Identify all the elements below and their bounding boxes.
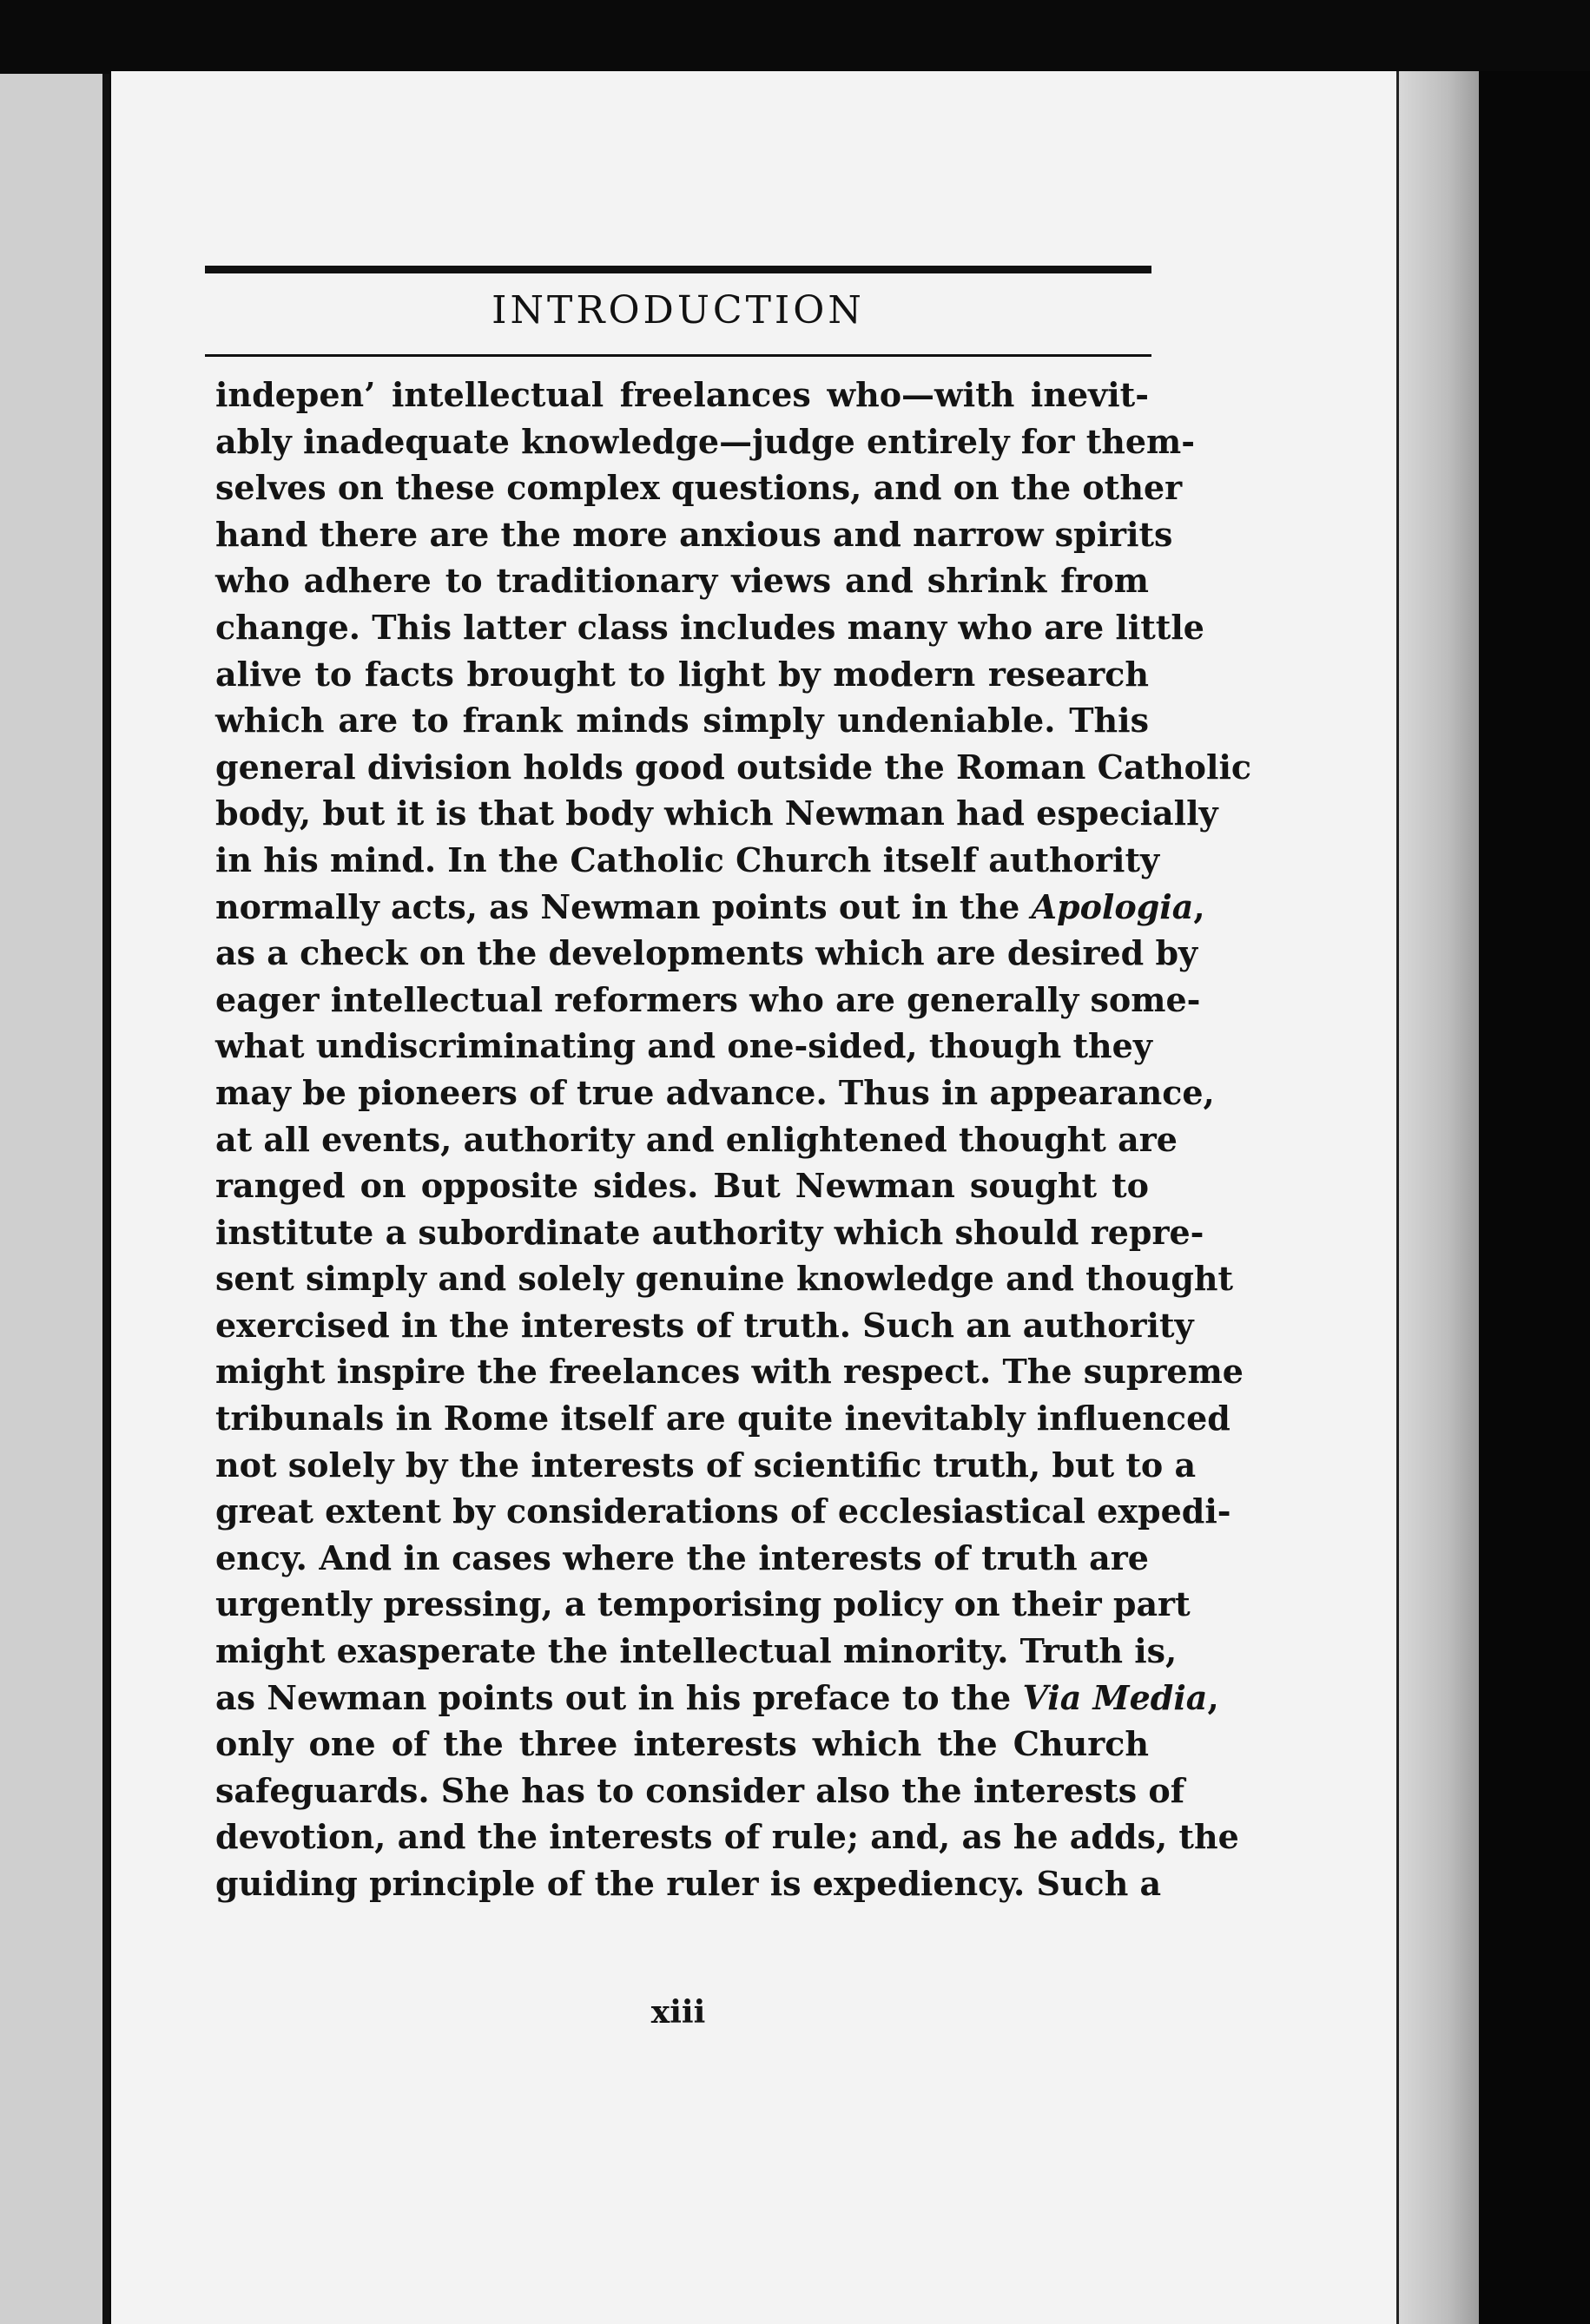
text-line: selves on these complex questions, and on the other bbox=[215, 468, 1183, 508]
text-line: hand there are the more anxious and narrow spirits bbox=[215, 514, 1173, 554]
text-line: ably inadequate knowledge—judge entirely for them- bbox=[215, 421, 1196, 461]
text-line: ranged on opposite sides. But Newman sought to bbox=[215, 1166, 1149, 1206]
text-line: guiding principle of the ruler is expediency. Such a bbox=[215, 1864, 1162, 1903]
text-line: which are to frank minds simply undeniable. This bbox=[215, 701, 1149, 741]
text-line: might inspire the freelances with respect. The supreme bbox=[215, 1352, 1244, 1392]
text-line: as Newman points out in his preface to the Via Media, bbox=[215, 1677, 1219, 1717]
book-page bbox=[111, 71, 1396, 2324]
text-line: what undiscriminating and one-sided, though they bbox=[215, 1026, 1152, 1066]
text-line: at all events, authority and enlightened thought are bbox=[215, 1119, 1178, 1159]
text-line: sent simply and solely genuine knowledge and thought bbox=[215, 1259, 1234, 1299]
text-line: as a check on the developments which are desired by bbox=[215, 933, 1198, 973]
text-line: general division holds good outside the Roman Catholic bbox=[215, 747, 1252, 787]
text-line: who adhere to traditionary views and shrink from bbox=[215, 561, 1149, 601]
text-line: eager intellectual reformers who are generally some- bbox=[215, 979, 1201, 1019]
page-edge-right bbox=[1396, 71, 1481, 2324]
text-line: not solely by the interests of scientific truth, but to a bbox=[215, 1445, 1197, 1485]
text-line: tribunals in Rome itself are quite inevitably influenced bbox=[215, 1399, 1230, 1439]
scan-background-right bbox=[1479, 71, 1590, 2324]
text-line: indepen’ intellectual freelances who—with inevit- bbox=[215, 375, 1149, 414]
page-number: xiii bbox=[650, 1994, 706, 2031]
text-line: might exasperate the intellectual minority. Truth is, bbox=[215, 1631, 1178, 1671]
left-page-edge bbox=[0, 74, 109, 2324]
text-line: normally acts, as Newman points out in the Apologia, bbox=[215, 886, 1205, 926]
header-rule-top bbox=[205, 266, 1151, 273]
text-line: great extent by considerations of ecclesiastical expedi- bbox=[215, 1491, 1231, 1531]
text-line: institute a subordinate authority which should repre- bbox=[215, 1212, 1204, 1252]
text-line: alive to facts brought to light by modern research bbox=[215, 654, 1149, 694]
text-line: exercised in the interests of truth. Such an authority bbox=[215, 1305, 1194, 1345]
text-line: change. This latter class includes many who are little bbox=[215, 607, 1204, 647]
text-line: ency. And in cases where the interests of truth are bbox=[215, 1537, 1149, 1577]
text-line: safeguards. She has to consider also the interests of bbox=[215, 1770, 1185, 1810]
running-header: INTRODUCTION bbox=[492, 288, 865, 332]
header-rule-bottom bbox=[205, 354, 1151, 357]
text-line: devotion, and the interests of rule; and, as he adds, the bbox=[215, 1817, 1239, 1857]
text-line: only one of the three interests which the Church bbox=[215, 1724, 1149, 1764]
body-text bbox=[215, 372, 1252, 1907]
text-line: may be pioneers of true advance. Thus in appearance, bbox=[215, 1072, 1215, 1112]
text-line: urgently pressing, a temporising policy on their part bbox=[215, 1584, 1191, 1624]
text-line: body, but it is that body which Newman had especially bbox=[215, 793, 1218, 833]
text-line: in his mind. In the Catholic Church itself authority bbox=[215, 839, 1160, 879]
